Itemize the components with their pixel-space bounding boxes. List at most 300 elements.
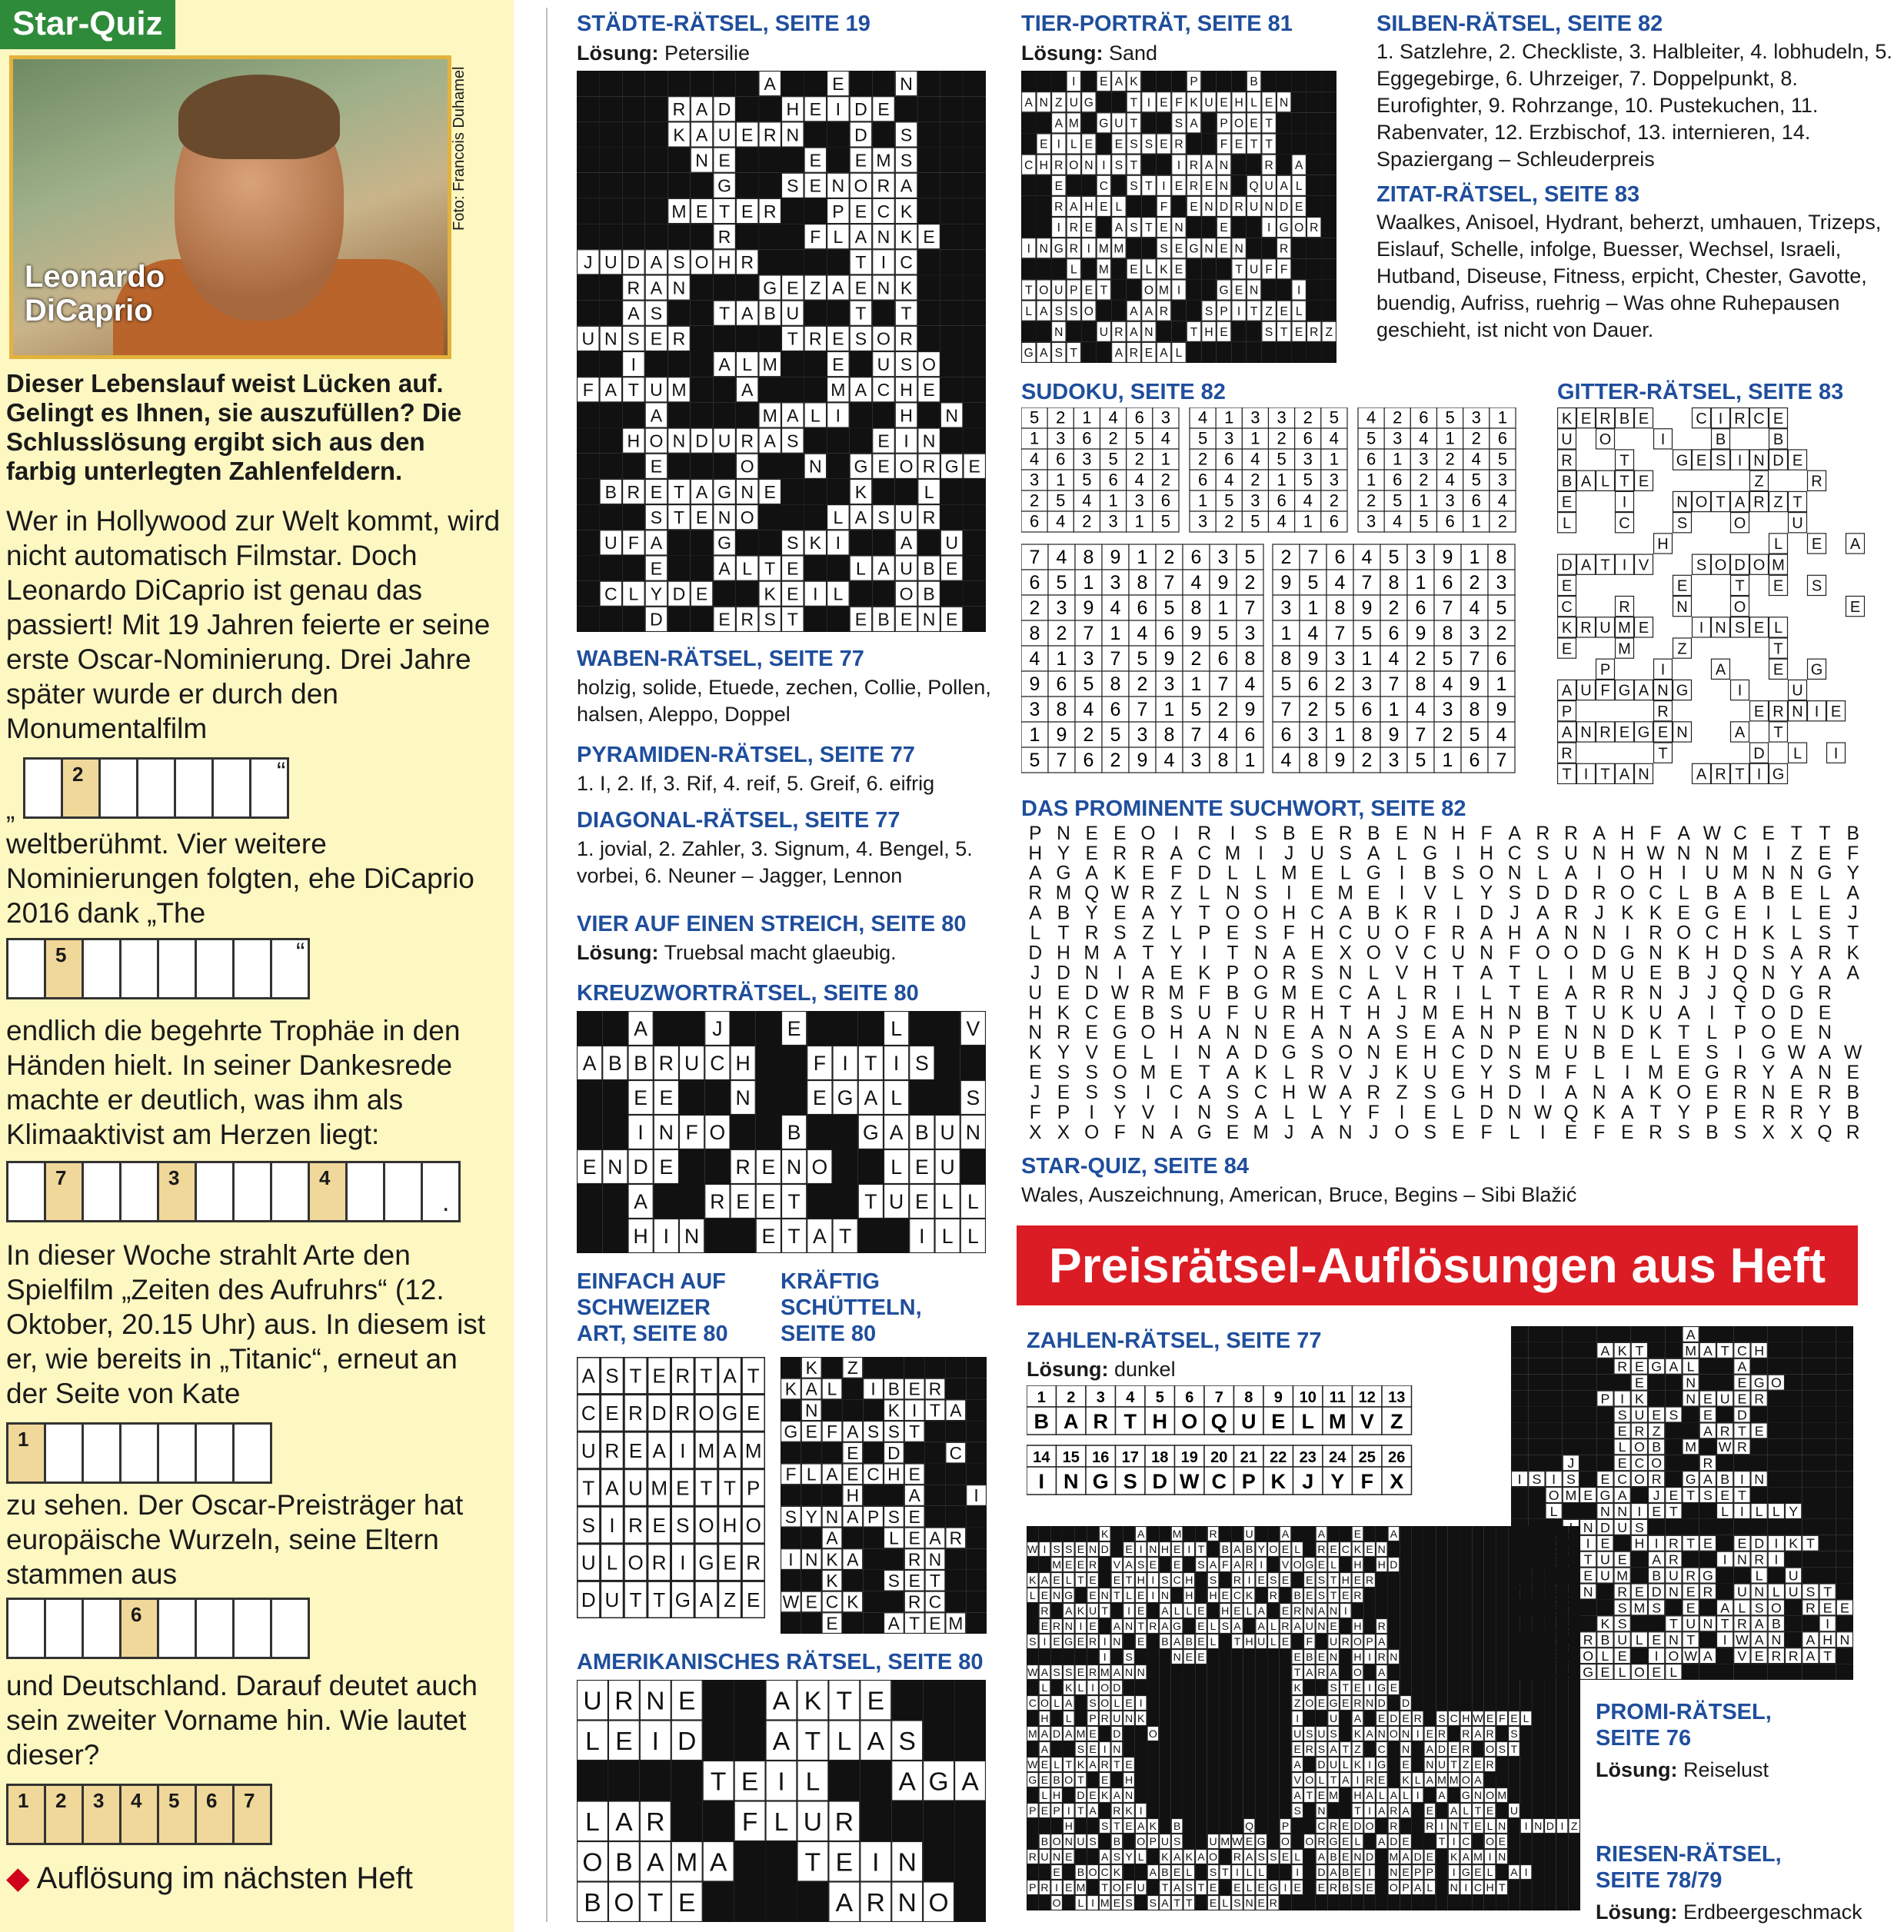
answer-box[interactable]: [6, 938, 44, 999]
zahlen-number: 23: [1299, 1449, 1316, 1466]
grid-block: [1546, 1391, 1563, 1407]
grid-block: [935, 1080, 960, 1115]
grid-block: [1568, 1572, 1580, 1588]
grid-block: [1460, 1572, 1472, 1588]
grid-letter: E: [1423, 1023, 1436, 1044]
answer-box[interactable]: [119, 1161, 157, 1222]
grid-letter: E: [605, 1402, 619, 1425]
zahlen-letter: F: [1360, 1470, 1373, 1493]
grid-block: [1520, 1572, 1533, 1588]
grid-block: [713, 274, 736, 300]
grid-block: [1050, 1680, 1063, 1695]
grid-letter: A: [1390, 1528, 1398, 1541]
answer-box[interactable]: [157, 1598, 195, 1659]
answer-box[interactable]: [345, 1161, 383, 1222]
grid-letter: A: [634, 1190, 647, 1214]
grid-letter: E: [832, 328, 844, 349]
grid-block: [1363, 1588, 1376, 1603]
grid-letter: F: [1424, 923, 1436, 944]
grid-letter: I: [1267, 221, 1271, 235]
answer-box[interactable]: [174, 757, 211, 819]
grid-block: [833, 1149, 858, 1184]
grid-block: [940, 428, 964, 454]
grid-letter: F: [1175, 96, 1183, 110]
sudoku-digit: 5: [1442, 647, 1453, 670]
grid-letter: O: [582, 1848, 603, 1877]
grid-block: [1556, 1526, 1569, 1541]
grid-letter: E: [1185, 1651, 1193, 1664]
grid-letter: N: [1507, 863, 1522, 884]
sudoku-digit: 1: [1217, 597, 1229, 619]
solution-box[interactable]: [82, 1784, 119, 1845]
answer-boxes-4[interactable]: [6, 1422, 272, 1484]
grid-block: [1081, 175, 1097, 196]
grid-block: [1648, 1326, 1665, 1342]
grid-block: [884, 1548, 904, 1570]
grid-letter: Z: [724, 1588, 737, 1612]
grid-block: [1484, 1526, 1496, 1541]
answer-box[interactable]: [6, 1422, 44, 1484]
grid-letter: E: [1733, 1102, 1747, 1123]
grid-letter: O: [928, 1888, 949, 1917]
grid-letter: N: [1668, 1632, 1679, 1648]
grid-letter: N: [1137, 1666, 1145, 1679]
grid-letter: I: [1455, 983, 1461, 1004]
sudoku-digit: 5: [1307, 571, 1319, 594]
grid-block: [1255, 1664, 1267, 1680]
sudoku-digit: 4: [1471, 449, 1481, 469]
sudoku-digit: 8: [1029, 622, 1040, 644]
grid-block: [1027, 1603, 1039, 1618]
sudoku-digit: 2: [1366, 490, 1376, 510]
grid-letter: G: [1281, 1042, 1297, 1064]
grid-letter: E: [676, 1476, 690, 1500]
grid-letter: Z: [1790, 843, 1802, 864]
grid-block: [1716, 1455, 1733, 1471]
grid-letter: D: [1197, 863, 1212, 884]
grid-block: [1508, 1634, 1520, 1649]
grid-letter: A: [647, 1848, 664, 1877]
grid-letter: N: [1592, 1082, 1606, 1104]
grid-block: [1460, 1649, 1472, 1664]
grid-letter: S: [1706, 1042, 1719, 1064]
grid-letter: E: [1762, 823, 1775, 844]
grid-block: [1171, 321, 1187, 342]
zahlen-number: 12: [1358, 1389, 1376, 1406]
grid-block: [713, 71, 736, 96]
answer-box[interactable]: [421, 1161, 461, 1222]
grid-letter: O: [1253, 903, 1269, 924]
grid-letter: O: [1770, 1600, 1782, 1616]
grid-letter: R: [1341, 1635, 1350, 1648]
grid-letter: S: [1734, 620, 1746, 637]
answer-boxes-3[interactable]: [6, 1161, 461, 1222]
answer-box[interactable]: [119, 1598, 157, 1659]
sudoku-digit: 4: [1056, 511, 1066, 531]
solution-box[interactable]: [195, 1784, 232, 1845]
grid-block: [963, 326, 986, 351]
grid-block: [1376, 1588, 1388, 1603]
grid-block: [1037, 217, 1052, 238]
sudoku-digit: 9: [1163, 647, 1175, 670]
grid-block: [1802, 1407, 1819, 1423]
sudoku-digit: 2: [1250, 470, 1260, 490]
grid-letter: L: [890, 1017, 903, 1041]
grid-block: [1303, 1526, 1316, 1541]
grid-block: [963, 198, 986, 224]
grid-block: [1039, 1649, 1051, 1664]
grid-block: [1802, 1664, 1819, 1680]
answer-box[interactable]: [232, 938, 270, 999]
grid-block: [1147, 1634, 1160, 1649]
grid-block: [734, 1841, 766, 1882]
solution-box[interactable]: [232, 1784, 272, 1845]
grid-letter: R: [1564, 903, 1578, 924]
answer-box[interactable]: [44, 1422, 82, 1484]
grid-letter: A: [650, 278, 663, 298]
grid-block: [1568, 1664, 1580, 1680]
solution-box[interactable]: [119, 1784, 157, 1845]
grid-letter: R: [949, 1528, 963, 1548]
grid-block: [622, 121, 645, 147]
grid-letter: U: [1264, 179, 1273, 193]
grid-letter: B: [1423, 863, 1436, 884]
answer-box[interactable]: [44, 1161, 82, 1222]
grid-letter: N: [1599, 1503, 1610, 1519]
answer-box[interactable]: [157, 1422, 195, 1484]
grid-block: [1563, 1407, 1579, 1423]
grid-block: [1785, 1438, 1802, 1455]
grid-letter: L: [1755, 1568, 1763, 1584]
zahlen-number: 1: [1037, 1389, 1046, 1406]
answer-box[interactable]: [44, 1598, 82, 1659]
zahlen-number: 5: [1155, 1389, 1164, 1406]
grid-letter: G: [1651, 1358, 1663, 1375]
grid-letter: R: [735, 1156, 751, 1179]
grid-letter: T: [1197, 1543, 1205, 1556]
grid-block: [940, 71, 964, 96]
answer-box[interactable]: [195, 938, 232, 999]
grid-letter: P: [1561, 703, 1573, 720]
sudoku-digit: 3: [1197, 511, 1208, 531]
grid-block: [1412, 1557, 1424, 1572]
grid-letter: R: [900, 328, 913, 349]
grid-block: [1201, 258, 1217, 279]
grid-letter: S: [1395, 1023, 1409, 1044]
grid-letter: O: [922, 354, 937, 374]
grid-letter: T: [1137, 1620, 1145, 1633]
answer-box[interactable]: [383, 1161, 421, 1222]
grid-letter: K: [1634, 1391, 1644, 1407]
grid-letter: B: [1536, 1003, 1549, 1024]
grid-letter: N: [1507, 1003, 1522, 1024]
grid-letter: E: [1849, 598, 1861, 616]
solution-box[interactable]: [44, 1784, 82, 1845]
grid-letter: Y: [1057, 843, 1070, 864]
grid-letter: R: [1617, 1584, 1628, 1600]
answer-box[interactable]: [195, 1422, 232, 1484]
answer-box[interactable]: [136, 757, 174, 819]
grid-block: [963, 121, 986, 147]
sudoku-digit: 1: [1134, 511, 1144, 531]
grid-letter: R: [1657, 703, 1669, 720]
grid-letter: R: [1703, 1584, 1713, 1600]
grid-letter: I: [835, 405, 841, 426]
grid-letter: A: [1170, 1122, 1183, 1142]
grid-block: [1819, 1407, 1836, 1423]
sudoku-digit: 2: [1217, 698, 1229, 720]
grid-letter: L: [1295, 304, 1303, 318]
answer-box[interactable]: [270, 1598, 310, 1659]
grid-block: [1484, 1557, 1496, 1572]
sudoku-digit: 7: [1056, 749, 1067, 771]
sudoku-digit: 2: [1277, 428, 1287, 448]
grid-block: [917, 326, 940, 351]
grid-letter: I: [1540, 1122, 1546, 1142]
grid-letter: L: [1650, 1042, 1661, 1064]
grid-letter: H: [1185, 1574, 1193, 1587]
answer-boxes-2[interactable]: [6, 938, 310, 999]
grid-block: [600, 454, 623, 479]
grid-block: [1532, 1541, 1544, 1557]
grid-letter: C: [1099, 179, 1109, 193]
grid-letter: R: [1069, 242, 1078, 256]
grid-letter: R: [928, 1378, 942, 1399]
grid-letter: O: [877, 328, 890, 349]
grid-block: [645, 351, 668, 377]
sudoku-digit: 3: [1029, 698, 1040, 720]
answer-box[interactable]: [98, 757, 136, 819]
grid-letter: U: [1451, 943, 1466, 964]
grid-letter: I: [1622, 494, 1627, 511]
grid-block: [1201, 217, 1217, 238]
grid-letter: R: [1719, 1423, 1730, 1439]
grid-block: [1352, 1603, 1364, 1618]
answer-box[interactable]: [82, 1598, 119, 1659]
grid-letter: X: [1339, 943, 1352, 964]
grid-letter: S: [1310, 1042, 1324, 1064]
grid-block: [1802, 1455, 1819, 1471]
sudoku-digit: 3: [1244, 622, 1256, 644]
grid-letter: D: [1113, 1681, 1121, 1694]
answer-box[interactable]: [211, 757, 249, 819]
grid-letter: O: [1394, 923, 1410, 944]
answer-box[interactable]: [157, 1161, 195, 1222]
grid-block: [667, 555, 691, 580]
grid-letter: R: [1280, 242, 1289, 256]
grid-block: [1400, 1603, 1412, 1618]
grid-letter: N: [1141, 1122, 1155, 1142]
grid-letter: G: [1704, 1062, 1719, 1084]
answer-box[interactable]: [232, 1598, 270, 1659]
grid-letter: E: [854, 609, 867, 630]
grid-block: [1472, 1618, 1484, 1634]
answer-box[interactable]: [232, 1422, 272, 1484]
grid-block: [1255, 1649, 1267, 1664]
grid-letter: E: [1561, 494, 1573, 511]
grid-block: [1277, 155, 1292, 175]
grid-block: [1412, 1634, 1424, 1649]
grid-letter: I: [1624, 1062, 1630, 1084]
solution-box[interactable]: [157, 1784, 195, 1845]
grid-letter: S: [1057, 1062, 1070, 1084]
grid-letter: R: [1771, 1648, 1782, 1664]
grid-block: [1802, 1503, 1819, 1519]
grid-letter: B: [1250, 75, 1258, 89]
grid-letter: L: [890, 1086, 903, 1110]
grid-letter: T: [1145, 179, 1153, 193]
sudoku-digit: 4: [1082, 490, 1092, 510]
grid-letter: L: [1593, 1062, 1605, 1084]
grid-block: [577, 1761, 608, 1801]
grid-letter: R: [1649, 1122, 1663, 1142]
answer-box[interactable]: [308, 1161, 345, 1222]
grid-letter: T: [1583, 1551, 1593, 1568]
grid-letter: E: [1619, 724, 1630, 742]
answer-box[interactable]: [157, 938, 195, 999]
grid-letter: U: [1788, 1584, 1799, 1600]
grid-letter: E: [877, 99, 890, 120]
grid-letter: H: [627, 431, 641, 451]
grid-block: [1785, 1471, 1802, 1487]
quiz-footer-text: Auflösung im nächsten Heft: [36, 1861, 413, 1895]
grid-letter: S: [1617, 1600, 1627, 1616]
answer-box[interactable]: [82, 1161, 119, 1222]
answer-box[interactable]: [82, 938, 119, 999]
grid-letter: A: [805, 1378, 817, 1399]
grid-letter: F: [1306, 1635, 1313, 1648]
grid-block: [1785, 1455, 1802, 1471]
grid-letter: F: [1649, 823, 1662, 844]
grid-block: [758, 249, 781, 274]
answer-box[interactable]: [195, 1598, 232, 1659]
answer-box[interactable]: [232, 1161, 270, 1222]
sudoku-digit: 8: [1415, 673, 1426, 695]
answer-box[interactable]: [23, 757, 61, 819]
sudoku-digit: 1: [1244, 749, 1256, 771]
grid-letter: D: [1564, 883, 1578, 904]
grid-letter: I: [1455, 843, 1461, 864]
answer-box[interactable]: [119, 938, 157, 999]
grid-block: [1460, 1557, 1472, 1572]
zahlen-letter: T: [1123, 1410, 1137, 1433]
grid-block: [966, 1548, 987, 1570]
grid-letter: J: [1284, 1122, 1294, 1142]
solution-box[interactable]: [6, 1784, 44, 1845]
grid-block: [1596, 1599, 1613, 1615]
grid-letter: R: [922, 456, 936, 477]
grid-block: [1819, 1568, 1836, 1584]
grid-block: [1157, 321, 1172, 342]
grid-letter: S: [1144, 138, 1153, 151]
solution-boxes[interactable]: [6, 1784, 272, 1845]
sudoku-digit: 3: [1217, 546, 1229, 568]
grid-letter: S: [1130, 138, 1138, 151]
grid-block: [940, 96, 964, 121]
grid-letter: F: [1565, 1062, 1577, 1084]
grid-block: [1111, 279, 1127, 300]
answer-box[interactable]: [195, 1161, 232, 1222]
grid-block: [1321, 133, 1336, 154]
answer-box[interactable]: [61, 757, 98, 819]
grid-block: [756, 1080, 781, 1115]
grid-letter: I: [1057, 138, 1060, 151]
grid-letter: Y: [1846, 863, 1859, 884]
sudoku-digit: 2: [1029, 597, 1040, 619]
grid-letter: L: [941, 1225, 954, 1249]
grid-letter: F: [1227, 1003, 1239, 1024]
grid-block: [1123, 1634, 1135, 1649]
grid-letter: R: [1715, 766, 1726, 783]
answer-box[interactable]: [119, 1422, 157, 1484]
answer-box[interactable]: [6, 1598, 44, 1659]
grid-letter: I: [1247, 1574, 1251, 1587]
grid-block: [1201, 112, 1217, 133]
grid-block: [1363, 1664, 1376, 1680]
staedte-solution: Lösung: Petersilie: [577, 42, 751, 65]
grid-letter: A: [847, 1422, 859, 1442]
grid-block: [1135, 1649, 1147, 1664]
grid-letter: L: [1773, 536, 1783, 554]
grid-letter: W: [1533, 1102, 1552, 1123]
grid-letter: N: [1144, 325, 1153, 339]
grid-letter: T: [1265, 138, 1273, 151]
grid-letter: K: [900, 201, 913, 221]
grid-block: [1508, 1618, 1520, 1634]
grid-letter: O: [745, 1513, 761, 1537]
answer-box[interactable]: [82, 1422, 119, 1484]
grid-block: [1207, 1603, 1220, 1618]
grid-letter: N: [1676, 598, 1688, 616]
grid-block: [1716, 1375, 1733, 1391]
grid-block: [1291, 91, 1307, 112]
grid-block: [1716, 1326, 1733, 1342]
grid-block: [1768, 1519, 1785, 1535]
grid-letter: N: [1305, 1604, 1313, 1618]
grid-letter: N: [1219, 158, 1229, 172]
grid-letter: N: [1507, 1102, 1522, 1123]
answer-box[interactable]: [6, 1161, 44, 1222]
grid-block: [1802, 1568, 1819, 1584]
grid-letter: I: [1766, 843, 1772, 864]
answer-boxes-5[interactable]: [6, 1598, 310, 1659]
riesen-grid: [1027, 1526, 1580, 1910]
grid-block: [1768, 1391, 1785, 1407]
answer-box[interactable]: [44, 938, 82, 999]
answer-boxes-1[interactable]: [23, 757, 289, 819]
grid-letter: R: [1089, 1666, 1097, 1679]
zahlen-letter: W: [1180, 1470, 1200, 1493]
grid-block: [645, 198, 668, 224]
sudoku-digit: 4: [1445, 470, 1455, 490]
grid-letter: A: [1703, 1471, 1713, 1488]
tier-title: TIER-PORTRÄT, SEITE 81: [1021, 12, 1293, 36]
grid-letter: E: [1053, 1635, 1060, 1648]
grid-block: [1388, 1634, 1400, 1649]
grid-block: [1556, 1588, 1569, 1603]
grid-block: [940, 504, 964, 530]
grid-block: [1614, 1326, 1631, 1342]
grid-letter: O: [1733, 598, 1746, 616]
sudoku-digit: 3: [1496, 571, 1507, 594]
grid-letter: T: [629, 1364, 642, 1388]
answer-box[interactable]: [270, 1161, 308, 1222]
grid-letter: T: [653, 1588, 666, 1612]
grid-letter: E: [854, 150, 867, 171]
sudoku-digit: 4: [1419, 428, 1429, 448]
grid-letter: K: [764, 584, 776, 604]
grid-letter: F: [1170, 863, 1183, 884]
